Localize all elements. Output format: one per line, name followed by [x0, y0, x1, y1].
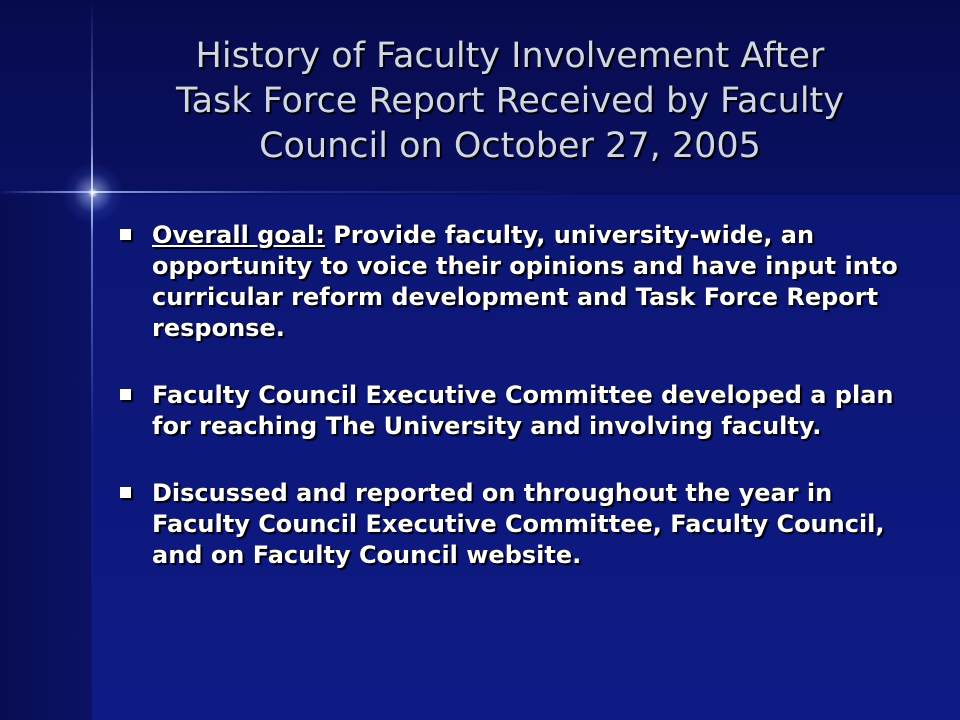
square-bullet-icon — [120, 229, 131, 240]
slide-title — [110, 34, 910, 169]
star-flare-vertical — [91, 0, 93, 720]
star-flare-horizontal — [0, 191, 960, 193]
title-line-3: Council on October 27, 2005 — [259, 126, 761, 166]
square-bullet-icon — [120, 487, 131, 498]
bullet-text: Discussed and reported on throughout the year in Faculty Council Executive Committee, Faculty Council, and on Faculty Council website. — [152, 479, 885, 569]
bullet-text: Faculty Council Executive Committee developed a plan for reaching The University and involving faculty. — [152, 381, 894, 440]
bullet-list — [118, 220, 908, 607]
bullet-lead-label: Overall goal: — [152, 221, 325, 249]
title-line-1: History of Faculty Involvement After — [195, 36, 825, 76]
bullet-overall-goal — [118, 220, 908, 344]
bullet-discussed-reported — [118, 478, 908, 571]
bullet-executive-committee-plan — [118, 380, 908, 442]
star-flare-decoration — [62, 162, 124, 224]
bullet-text: Provide faculty, university-wide, an opportunity to voice their opinions and have input into curricular reform development and Task Force Report response. — [152, 221, 898, 342]
square-bullet-icon — [120, 389, 131, 400]
title-line-2: Task Force Report Received by Faculty — [175, 81, 844, 121]
